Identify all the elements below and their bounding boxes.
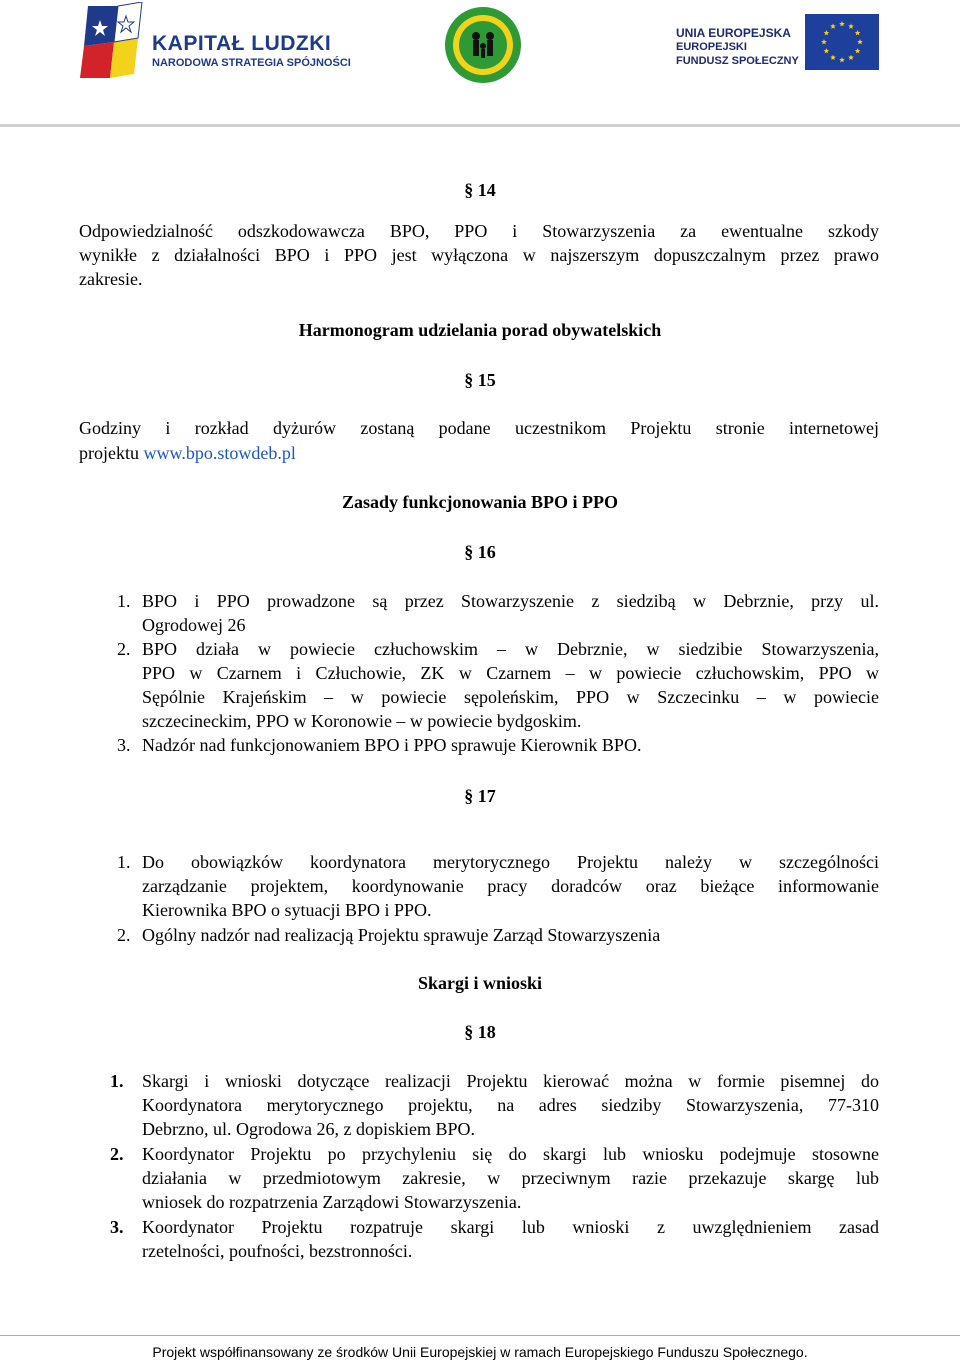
footer-text: Projekt współfinansowany ze środków Unii Europejskiej w ramach Europejskiego Funduszu Społecznego. [152, 1344, 808, 1360]
s18-item-1-line-1: Skargi i wnioski dotyczące realizacji Projektu kierować można w formie pisemnej do [142, 1071, 879, 1091]
eu-flag-icon [805, 14, 879, 70]
s14-line-3: zakresie. [79, 269, 143, 289]
s16-item-2-line-1: BPO działa w powiecie człuchowskim – w Debrznie, w siedzibie Stowarzyszenia, [142, 639, 879, 659]
s18-item-2-line-1: Koordynator Projektu po przychyleniu się do skargi lub wniosku podejmuje stosowne [142, 1144, 879, 1164]
s16-item-2-number: 2. [117, 639, 131, 659]
s16-item-3-line-1: Nadzór nad funkcjonowaniem BPO i PPO sprawuje Kierownik BPO. [142, 735, 642, 755]
s16-item-2-line-4: szczecineckim, PPO w Koronowie – w powiecie bydgoskim. [142, 711, 582, 731]
eu-line-3: FUNDUSZ SPOŁECZNY [676, 55, 799, 67]
s18-item-2-line-2: działania w przedmiotowym zakresie, w przeciwnym razie przekazuje skargę lub [142, 1168, 879, 1188]
title-skargi: Skargi i wnioski [417, 973, 543, 993]
title-harmonogram: Harmonogram udzielania porad obywatelskich [298, 320, 662, 340]
section-18-heading: § 18 [464, 1022, 496, 1042]
logo-title: KAPITAŁ LUDZKI [152, 32, 332, 55]
s16-item-1-line-1: BPO i PPO prowadzone są przez Stowarzyszenie z siedzibą w Debrznie, przy ul. [142, 591, 879, 611]
website-link[interactable]: www.bpo.stowdeb.pl [143, 443, 296, 463]
kapital-ludzki-emblem-icon [80, 2, 150, 80]
s18-item-3-number: 3. [110, 1217, 124, 1237]
s16-item-2-line-2: PPO w Czarnem i Człuchowie, ZK w Czarnem – w powiecie człuchowskim, PPO w [142, 663, 879, 683]
section-14-heading: § 14 [464, 180, 496, 200]
s17-item-2-number: 2. [117, 925, 131, 945]
s15-line-2-text: projektu [79, 443, 144, 463]
s18-item-2-number: 2. [110, 1144, 124, 1164]
s16-item-1-number: 1. [117, 591, 131, 611]
s14-line-2: wynikłe z działalności BPO i PPO jest wyłączona w najszerszym dopuszczalnym przez prawo [79, 245, 879, 265]
s17-item-1-line-3: Kierownika BPO o sytuacji BPO i PPO. [142, 900, 432, 920]
section-15-heading: § 15 [464, 370, 496, 390]
s18-item-1-line-2: Koordynatora merytorycznego projektu, na adres siedziby Stowarzyszenia, 77-310 [142, 1095, 879, 1115]
s18-item-2-line-3: wniosek do rozpatrzenia Zarządowi Stowarzyszenia. [142, 1192, 522, 1212]
s17-item-1-number: 1. [117, 852, 131, 872]
s16-item-2-line-3: Sępólnie Krajeńskim – w powiecie sępoleńskim, PPO w Szczecinku – w powiecie [142, 687, 879, 707]
association-seal-icon [444, 6, 522, 84]
s17-item-2-line-1: Ogólny nadzór nad realizacją Projektu sprawuje Zarząd Stowarzyszenia [142, 925, 661, 945]
s17-item-1-line-2: zarządzanie projektem, koordynowanie pracy doradców oraz bieżące informowanie [142, 876, 879, 896]
s18-item-3-line-2: rzetelności, poufności, bezstronności. [142, 1241, 413, 1261]
logo-subtitle: NARODOWA STRATEGIA SPÓJNOŚCI [152, 57, 351, 69]
eu-line-2: EUROPEJSKI [676, 41, 747, 53]
s16-item-1-line-2: Ogrodowej 26 [142, 615, 246, 635]
eu-text-block [676, 26, 806, 68]
header-divider [0, 124, 960, 127]
s18-item-1-number: 1. [110, 1071, 124, 1091]
s14-line-1: Odpowiedzialność odszkodowawcza BPO, PPO i Stowarzyszenia za ewentualne szkody [79, 221, 879, 241]
page-header [0, 0, 960, 126]
s18-item-3-line-1: Koordynator Projektu rozpatruje skargi lub wnioski z uwzględnieniem zasad [142, 1217, 879, 1237]
s17-item-1-line-1: Do obowiązków koordynatora merytorycznego Projektu należy w szczególności [142, 852, 879, 872]
section-16-heading: § 16 [464, 542, 496, 562]
section-17-heading: § 17 [464, 786, 496, 806]
footer-divider [0, 1335, 960, 1336]
s18-item-1-line-3: Debrzno, ul. Ogrodowa 26, z dopiskiem BPO. [142, 1119, 475, 1139]
kapital-ludzki-logo [80, 2, 350, 82]
s15-line-1: Godziny i rozkład dyżurów zostaną podane uczestnikom Projektu stronie internetowej [79, 418, 879, 438]
title-zasady: Zasady funkcjonowania BPO i PPO [341, 492, 619, 512]
s15-line-2 [79, 441, 296, 465]
s16-item-3-number: 3. [117, 735, 131, 755]
eu-line-1: UNIA EUROPEJSKA [676, 26, 791, 40]
